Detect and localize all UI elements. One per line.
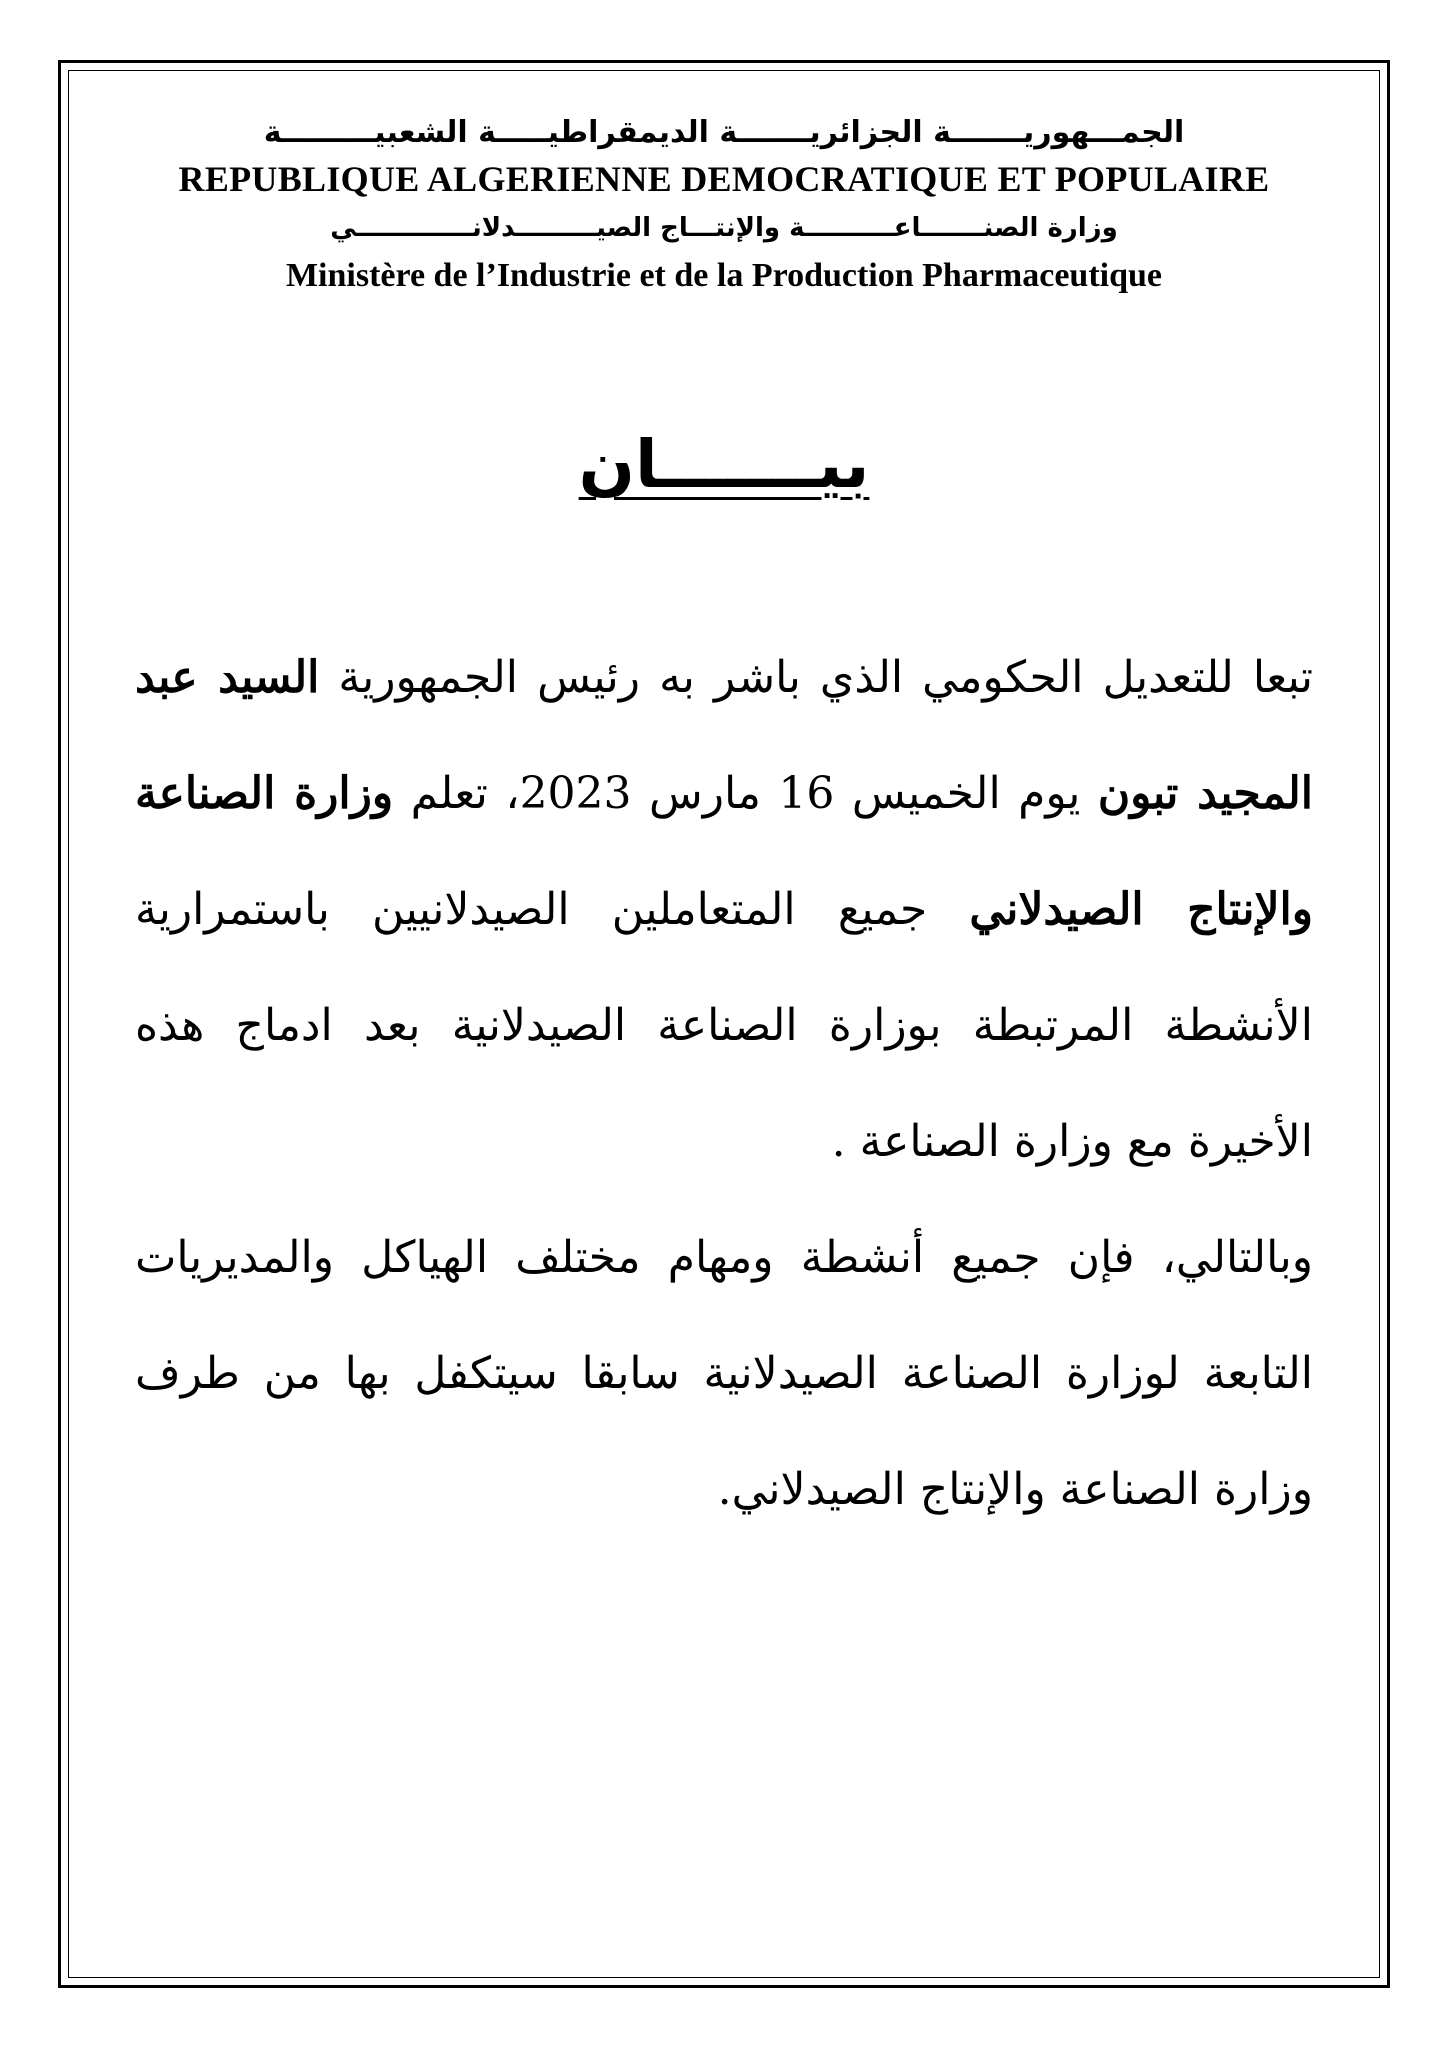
republic-name-french: REPUBLIQUE ALGERIENNE DEMOCRATIQUE ET POPULAIRE: [178, 159, 1270, 199]
ministry-name-bold: وزارة الصناعة والإنتاج الصيدلاني: [135, 768, 1314, 935]
paragraph-1-rest: جميع المتعاملين الصيدلانيين باستمرارية الأنشطة المرتبطة بوزارة الصناعة الصيدلانية بعد ادماج هذه الأخيرة مع وزارة الصناعة .: [135, 884, 1313, 1167]
title-text: بيـــــــان: [578, 426, 870, 503]
ministry-name-arabic: وزارة الصنـــــــاعــــــــــة والإنتـــاج الصيـــــــــدلانـــــــــــــي: [330, 213, 1118, 243]
statement-body: [135, 620, 1313, 1548]
republic-name-arabic: الجمـــهوريـــــــة الجزائريـــــــة الديمقراطيـــــة الشعبيـــــــــة: [263, 115, 1185, 150]
paragraph-2: وبالتالي، فإن جميع أنشطة ومهام مختلف الهياكل والمديريات التابعة لوزارة الصناعة الصيدلانية سابقا سيتكفل بها من طرف وزارة الصناعة والإنتاج الصيدلاني.: [135, 1232, 1313, 1515]
paragraph-1: [135, 620, 1313, 1200]
paragraph-1-intro: تبعا للتعديل الحكومي الذي باشر به رئيس الجمهورية: [319, 652, 1313, 703]
president-name: السيد عبد المجيد تبون: [135, 652, 1314, 819]
document-title: [0, 420, 1448, 510]
paragraph-1-date: يوم الخميس 16 مارس 2023، تعلم: [393, 768, 1098, 819]
letterhead: [90, 110, 1358, 298]
ministry-name-french: Ministère de l’Industrie et de la Production Pharmaceutique: [285, 257, 1163, 294]
